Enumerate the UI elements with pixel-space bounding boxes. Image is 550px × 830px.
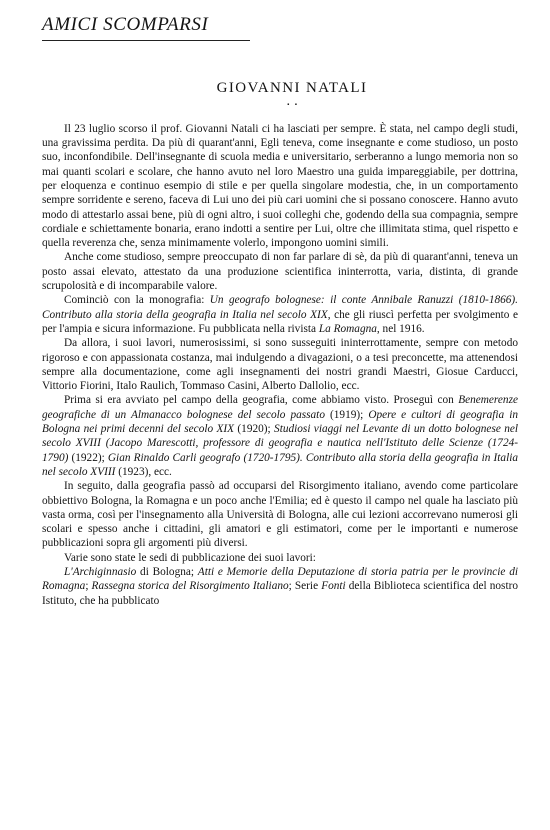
paragraph <box>42 565 518 608</box>
italic-title: La Romagna <box>318 322 377 335</box>
article-title: GIOVANNI NATALI <box>216 79 368 96</box>
text-run: di Bologna; <box>136 566 198 578</box>
text-run: In seguito, dalla geografia passò ad occuparsi del Risorgimento italiano, avendo come particolare obbiettivo Bologna, la Romagna e un poco anche l'Emilia; ed è questo il campo nel quale ha lasciato più vasta orma, così per l'insegnamento alla Università di Bologna, alle cui lezioni accorrevano numerosi gli scolari e spesso anche i cittadini, gli amatori e gli estimatori, come per le importanti e numerose pubblicazioni sopra gli argomenti più diversi. <box>42 480 518 550</box>
paragraph <box>42 393 518 479</box>
text-run: (1923), ecc. <box>115 465 172 478</box>
text-run: della Biblioteca scientifica del nostro Istituto, che ha pubblicato <box>42 580 518 607</box>
text-run: Cominciò con la monografia: <box>64 294 210 307</box>
text-run: , che gli riuscì perfetta per svolgimento e per l'ampia e sicura informazione. Fu pubblicata nella rivista <box>42 308 518 335</box>
text-run: (1920); <box>234 423 275 436</box>
text-run: Prima si era avviato pel campo della geografia, come abbiamo visto. Proseguì con <box>64 394 459 407</box>
paragraph <box>42 122 518 251</box>
section-heading: AMICI SCOMPARSI <box>42 14 250 41</box>
paragraph <box>42 250 518 293</box>
text-run: (1922); <box>68 451 108 464</box>
italic-title: Atti e Memorie della Deputazione di storia patria per le provincie di Romagna <box>42 566 518 593</box>
text-run: (1919); <box>324 408 369 421</box>
paragraph <box>42 479 518 550</box>
text-run: Varie sono state le sedi di pubblicazione dei suoi lavori: <box>64 551 316 564</box>
text-run: Da allora, i suoi lavori, numerosissimi, si sono susseguiti ininterrottamente, sempre con metodo rigoroso e con appassionata costanza, mai indulgendo a divagazioni, o a tesi preconcette, ma attenendosi sempre alla documentazione, come agli insegnamenti dei nostri grandi Maestri, Giosue Carducci, Vittorio Fiorini, Italo Raulich, Tommaso Casini, Alberto Dallolio, ecc. <box>42 337 518 393</box>
text-run: , nel 1916. <box>376 322 425 335</box>
article-body <box>42 122 518 608</box>
italic-title: Benemerenze geografiche di un Almanacco bolognese del secolo passato <box>42 394 518 421</box>
italic-title: Gian Rinaldo Carli geografo (1720-1795). Contributo alla storia della geografia in Italia nel secolo XVIII <box>42 451 518 478</box>
page <box>42 10 518 608</box>
decorative-dots: ▪ ▪ <box>287 101 299 108</box>
text-run: Il 23 luglio scorso il prof. Giovanni Natali ci ha lasciati per sempre. È stata, nel campo degli studi, una gravissima perdita. Da più di quarant'anni, Egli teneva, come insegnante e come studioso, un posto suo, inconfondibile. Dell'insegnante di scuola media e universitario, serberanno a lungo memoria non so mai quanti scolari e scolare, che hanno avuto nel loro Maestro una guida impareggiabile, per dottrina, per eloquenza e continuo esempio di stile e per quella singolare modestia, che, in un comportamento sempre sorridente e sereno, faceva di Lui uno dei più cari uomini che si possano conoscere. Hanno avuto modo di attestarlo assai bene, più di ogni altro, i suoi colleghi che, godendo della sua compagnia, sempre cordiale e schiettamente bonaria, erano indotti a sentire per Lui, oltre che illimitata stima, quel rispetto e quella reverenza che, senza minimamente volerlo, impongono uomini simili. <box>42 122 518 250</box>
paragraph <box>42 336 518 393</box>
text-run: ; <box>85 580 92 593</box>
italic-title: Rassegna storica del Risorgimento Italiano <box>91 580 289 593</box>
paragraph <box>42 293 518 336</box>
italic-title: Studiosi viaggi nel Levante di un dotto bolognese nel secolo XVIII (Jacopo Marescotti, professore di geografia e nautica nell'Istituto delle Scienze (1724-1790) <box>42 423 519 464</box>
italic-title: Opere e cultori di geografia in Bologna nei primi decenni del secolo XIX <box>42 408 519 436</box>
italic-title: L'Archiginnasio <box>64 566 137 578</box>
text-run: ; Serie <box>288 580 322 593</box>
italic-title: Un geografo bolognese: il conte Annibale Ranuzzi (1810-1866). Contributo alla storia della geografia in Italia nel secolo XIX <box>42 294 518 321</box>
paragraph <box>42 551 518 565</box>
text-run: Anche come studioso, sempre preoccupato di non far parlare di sè, da più di quarant'anni, teneva un posto assai elevato, attestato da una produzione scientifica ininterrotta, varia, distinta, di grande scrupolosità e di incomparabile valore. <box>42 251 518 293</box>
italic-title: Fonti <box>321 580 346 593</box>
